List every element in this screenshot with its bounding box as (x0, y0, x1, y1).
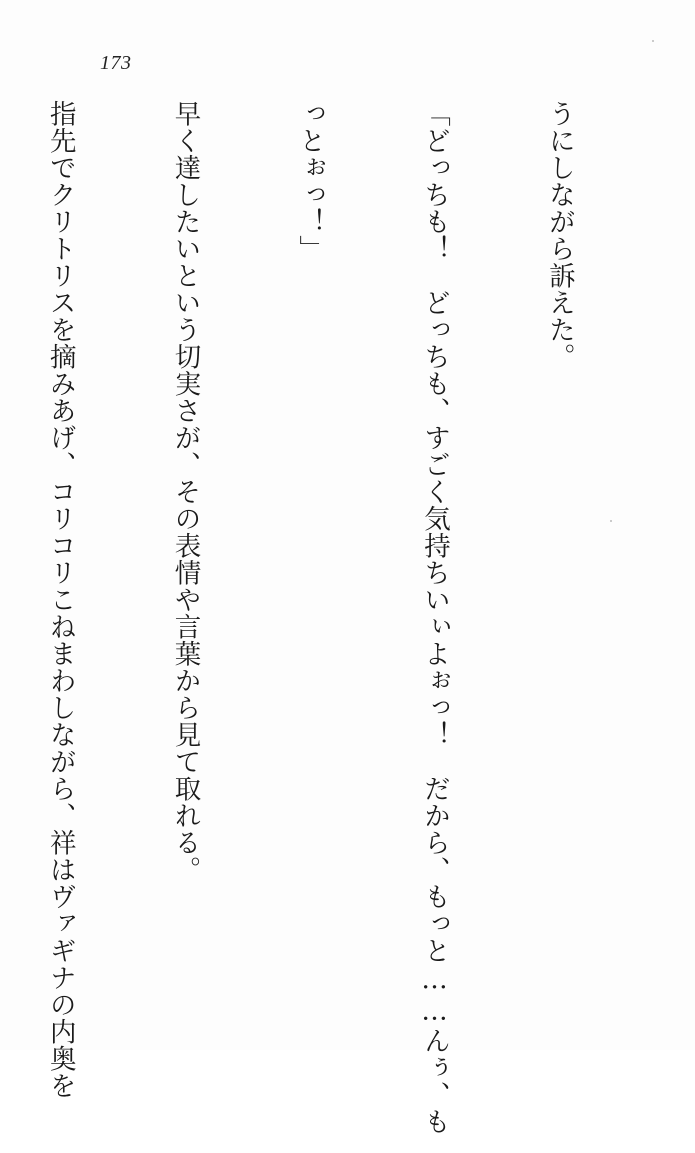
text-line: 指先でクリトリスを摘みあげ、コリコリこねまわしながら、祥はヴァギナの内奥を (44, 100, 76, 1099)
paper-speck (652, 40, 654, 42)
vertical-text-body (0, 100, 663, 1135)
text-line: うにしながら訴えた。 (543, 100, 575, 370)
text-line: 早く達したいという切実さが、その表情や言葉から見て取れる。 (169, 100, 201, 883)
page-number: 173 (100, 52, 132, 74)
text-line: っとぉっ！」 (294, 100, 326, 262)
paper-speck (610, 520, 612, 522)
text-line: 「どっちも！ どっちも、すごく気持ちいぃよぉっ！ だから、もっと……んぅ、も (419, 100, 451, 1135)
